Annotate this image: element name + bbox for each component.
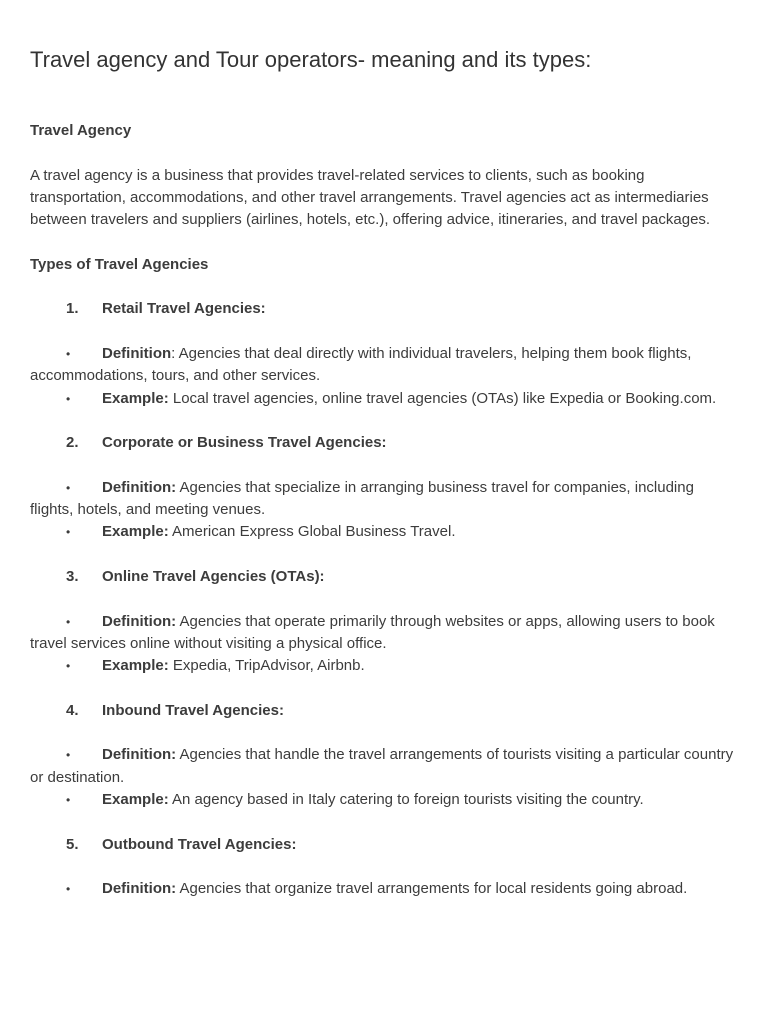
example-label: Example:: [102, 389, 169, 407]
type-name: Inbound Travel Agencies:: [102, 701, 284, 719]
definition-label: Definition:: [102, 746, 177, 764]
bullet-marker: •: [66, 525, 71, 540]
type-name: Retail Travel Agencies:: [102, 300, 266, 318]
definition-label: Definition: [102, 344, 172, 362]
definition-label: Definition:: [102, 612, 177, 630]
definition-item: [30, 611, 738, 656]
type-heading-1: [30, 298, 738, 320]
type-number: 3.: [66, 567, 79, 585]
example-text: An agency based in Italy catering to foreign tourists visiting the country.: [168, 790, 644, 808]
example-text: Local travel agencies, online travel agencies (OTAs) like Expedia or Booking.com.: [168, 389, 717, 407]
types-list: [30, 276, 738, 900]
definition-item: [30, 343, 738, 388]
type-number: 2.: [66, 434, 79, 452]
intro-paragraph: A travel agency is a business that provides travel-related services to clients, such as booking transportation, accommodations, and other travel arrangements. Travel agencies act as intermediaries between travelers and suppliers (airlines, hotels, etc.), offering advice, itineraries, and travel packages.: [30, 166, 711, 229]
type-name: Online Travel Agencies (OTAs):: [102, 567, 325, 585]
type-number: 1.: [66, 300, 79, 318]
type-heading-4: [30, 700, 738, 722]
bullet-marker: •: [66, 792, 71, 807]
example-label: Example:: [102, 523, 169, 541]
type-heading-2: [30, 432, 738, 454]
type-heading-3: [30, 566, 738, 588]
example-text: American Express Global Business Travel.: [168, 523, 456, 541]
bullet-marker: •: [66, 748, 71, 763]
example-item: [30, 789, 738, 811]
bullet-marker: •: [66, 391, 71, 406]
bullet-marker: •: [66, 882, 71, 897]
section-heading: Travel Agency: [30, 122, 132, 139]
definition-item: [30, 878, 738, 900]
definition-item: [30, 744, 738, 789]
example-item: [30, 521, 738, 543]
definition-text: : Agencies that deal directly with individual travelers, helping them book flights, accommodations, tours, and other services.: [30, 344, 692, 385]
type-number: 4.: [66, 701, 79, 719]
definition-text: Agencies that organize travel arrangements for local residents going abroad.: [176, 880, 688, 898]
definition-item: [30, 477, 738, 522]
page-title: Travel agency and Tour operators- meaning and its types:: [30, 47, 592, 72]
example-text: Expedia, TripAdvisor, Airbnb.: [168, 657, 365, 675]
example-item: [30, 655, 738, 677]
definition-label: Definition:: [102, 880, 177, 898]
definition-text: Agencies that specialize in arranging business travel for companies, including flights, hotels, and meeting venues.: [30, 478, 694, 519]
definition-text: Agencies that operate primarily through websites or apps, allowing users to book travel services online without visiting a physical office.: [30, 612, 715, 652]
type-heading-5: [30, 834, 738, 856]
type-name: Corporate or Business Travel Agencies:: [102, 434, 387, 452]
example-label: Example:: [102, 657, 169, 675]
definition-text: Agencies that handle the travel arrangements of tourists visiting a particular country or destination.: [30, 746, 734, 786]
document-body: [30, 120, 738, 900]
bullet-marker: •: [66, 614, 71, 629]
example-label: Example:: [102, 790, 169, 808]
types-heading: Types of Travel Agencies: [30, 255, 209, 273]
bullet-marker: •: [66, 480, 71, 495]
type-name: Outbound Travel Agencies:: [102, 835, 297, 853]
bullet-marker: •: [66, 346, 71, 361]
example-item: [30, 388, 738, 410]
bullet-marker: •: [66, 659, 71, 674]
definition-label: Definition:: [102, 478, 177, 496]
type-number: 5.: [66, 835, 79, 853]
